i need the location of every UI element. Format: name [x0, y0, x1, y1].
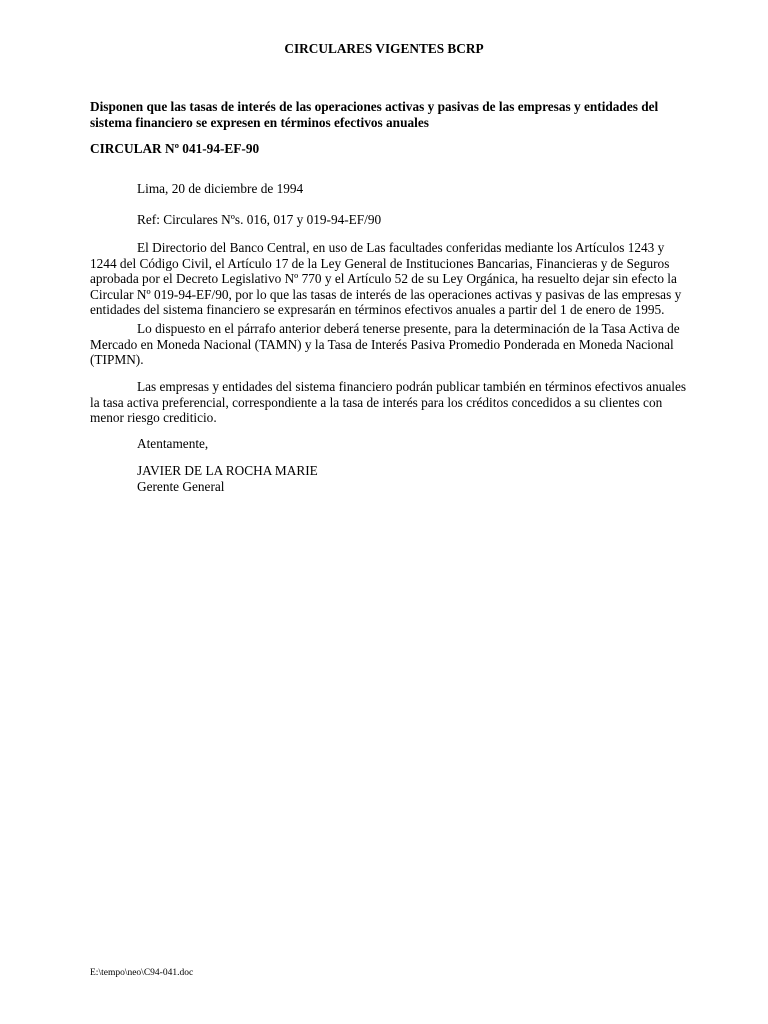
reference-line: Ref: Circulares Nºs. 016, 017 y 019-94-EF/90: [137, 212, 382, 227]
closing-salutation: Atentamente,: [137, 436, 209, 451]
body-paragraph: Lo dispuesto en el párrafo anterior deberá tenerse presente, para la determinación de la Tasa Activa de Mercado en Moneda Nacional (TAMN) y la Tasa de Interés Pasiva Promedio Ponderada en Moneda Nacional (TIPMN).: [90, 321, 680, 368]
footer-file-path: E:\tempo\neo\C94-041.doc: [90, 968, 194, 978]
circular-number: CIRCULAR Nº 041-94-EF-90: [90, 141, 260, 156]
page-header-title: CIRCULARES VIGENTES BCRP: [284, 41, 484, 56]
document-heading: Disponen que las tasas de interés de las operaciones activas y pasivas de las empresas y entidades del sistema financiero se expresen en términos efectivos anuales: [90, 99, 659, 130]
date-line: Lima, 20 de diciembre de 1994: [137, 181, 304, 196]
body-paragraph: Las empresas y entidades del sistema financiero podrán publicar también en términos efectivos anuales la tasa activa preferencial, correspondiente a la tasa de interés para los créditos concedidos a su clientes con menor riesgo crediticio.: [90, 379, 687, 426]
signer-name: JAVIER DE LA ROCHA MARIE: [137, 463, 318, 478]
body-paragraph: El Directorio del Banco Central, en uso de Las facultades conferidas mediante los Artículos 1243 y 1244 del Código Civil, el Artículo 17 de la Ley General de Instituciones Bancarias, Financieras y de Seguros aprobada por el Decreto Legislativo Nº 770 y el Artículo 52 de su Ley Orgánica, ha resuelto dejar sin efecto la Circular Nº 019-94-EF/90, por lo que las tasas de interés de las operaciones activas y pasivas de las empresas y entidades del sistema financiero se expresarán en términos efectivos anuales a partir del 1 de enero de 1995.: [90, 240, 682, 318]
signer-title: Gerente General: [137, 479, 225, 494]
